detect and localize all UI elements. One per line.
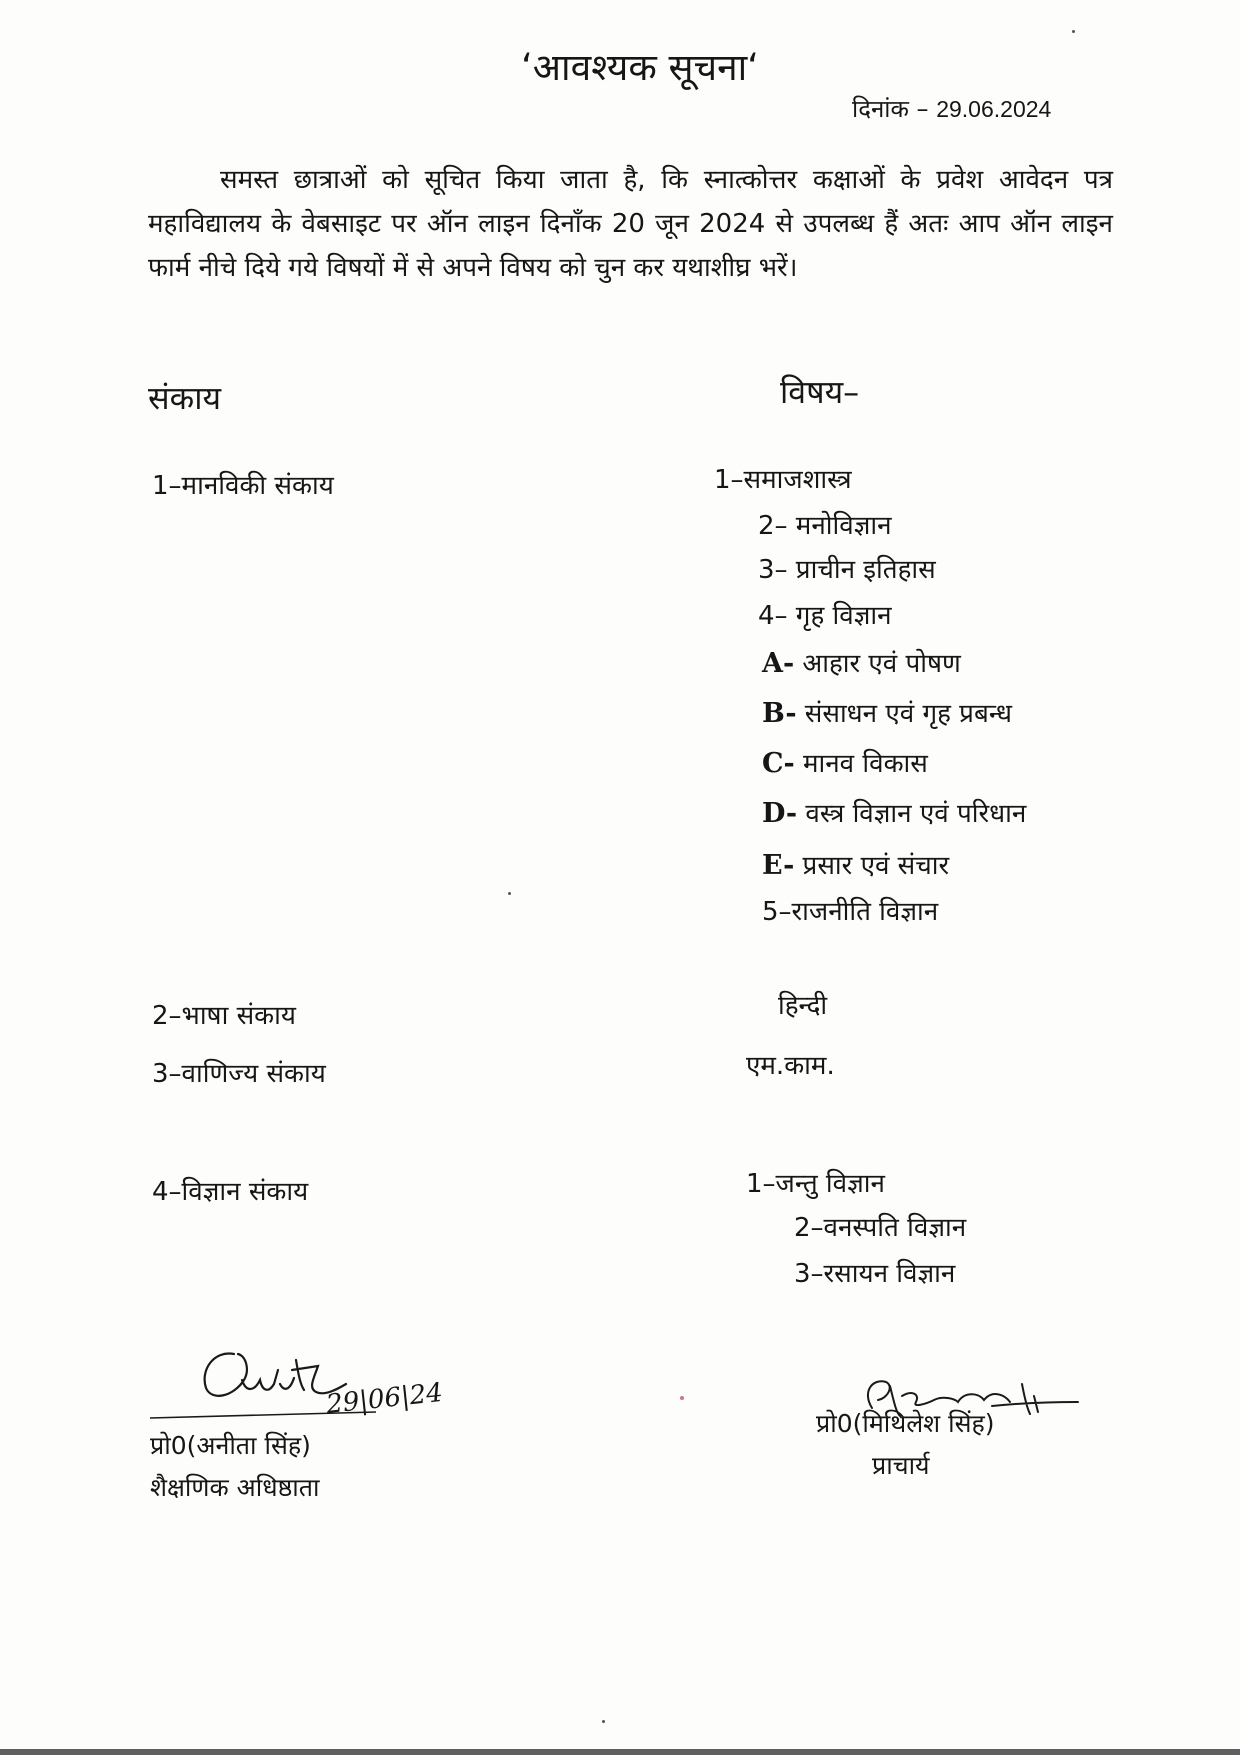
subject-heading: विषय– xyxy=(780,373,860,411)
home-science-item xyxy=(762,744,928,780)
item-text: वस्त्र विज्ञान एवं परिधान xyxy=(797,799,1027,829)
scan-speck xyxy=(602,1720,605,1723)
subject-item: हिन्दी xyxy=(778,991,828,1021)
subject-item: 3–रसायन विज्ञान xyxy=(794,1259,956,1289)
subject-item: 3– प्राचीन इतिहास xyxy=(758,555,936,585)
item-marker: E- xyxy=(762,850,795,881)
subject-item: एम.काम. xyxy=(746,1051,835,1081)
signature-underline xyxy=(148,1408,378,1422)
faculty-humanities: 1–मानविकी संकाय xyxy=(152,471,334,501)
faculty-heading: संकाय xyxy=(148,379,222,417)
date-value: 29.06.2024 xyxy=(936,96,1052,122)
subject-item: 2– मनोविज्ञान xyxy=(758,511,892,541)
home-science-item xyxy=(762,794,1026,830)
scan-speck xyxy=(508,892,511,895)
home-science-item xyxy=(762,694,1012,730)
handwritten-date: 29|06|24 xyxy=(324,1377,445,1420)
item-marker: D- xyxy=(762,798,798,829)
scan-speck xyxy=(680,1396,684,1400)
signatory-left-name: प्रो0(अनीता सिंह) xyxy=(150,1431,311,1460)
subject-item: 2–वनस्पति विज्ञान xyxy=(794,1213,967,1243)
home-science-item xyxy=(762,644,961,680)
subject-item: 1–समाजशास्त्र xyxy=(714,465,852,495)
subject-item: 5–राजनीति विज्ञान xyxy=(762,897,939,927)
item-text: प्रसार एवं संचार xyxy=(794,851,950,881)
item-marker: A- xyxy=(762,648,795,679)
scan-speck xyxy=(1072,30,1075,33)
scan-bottom-edge xyxy=(0,1749,1240,1755)
signatory-left-designation: शैक्षणिक अधिष्ठाता xyxy=(150,1473,320,1502)
notice-date xyxy=(852,92,1051,125)
subject-item: 1–जन्तु विज्ञान xyxy=(746,1169,885,1199)
notice-title: ‘आवश्यक सूचना‘ xyxy=(521,46,759,89)
item-text: मानव विकास xyxy=(794,749,928,779)
signatory-right-name: प्रो0(मिथिलेश सिंह) xyxy=(816,1409,995,1438)
item-marker: B- xyxy=(762,698,797,729)
faculty-science: 4–विज्ञान संकाय xyxy=(152,1177,309,1207)
notice-body: समस्त छात्राओं को सूचित किया जाता है, कि स्नात्कोत्तर कक्षाओं के प्रवेश आवेदन पत्र महाविद्यालय के वेबसाइट पर ऑन लाइन दिनाँक 20 जून 2024 से उपलब्ध हैं अतः आप ऑन लाइन फार्म नीचे दिये गये विषयों में से अपने विषय को चुन कर यथाशीघ्र भरें। xyxy=(148,165,1113,283)
date-label: दिनांक – xyxy=(852,95,929,123)
item-marker: C- xyxy=(762,748,795,779)
home-science-item xyxy=(762,846,949,882)
item-text: संसाधन एवं गृह प्रबन्ध xyxy=(796,699,1013,729)
faculty-language: 2–भाषा संकाय xyxy=(152,1001,296,1031)
item-text: आहार एवं पोषण xyxy=(794,649,961,679)
subject-item: 4– गृह विज्ञान xyxy=(758,601,892,631)
faculty-commerce: 3–वाणिज्य संकाय xyxy=(152,1059,326,1089)
signatory-right-designation: प्राचार्य xyxy=(872,1451,930,1480)
